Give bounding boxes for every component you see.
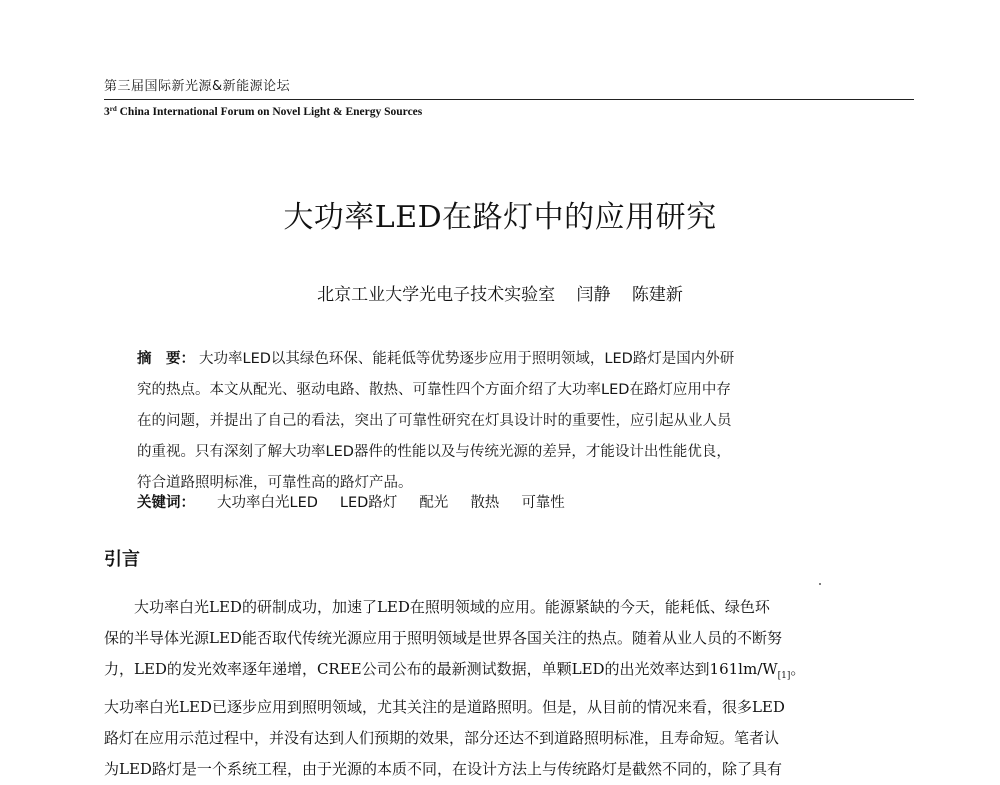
abstract-text: 大功率LED以其绿色环保、能耗低等优势逐步应用于照明领域，LED路灯是国内外研 xyxy=(199,351,735,367)
body-line: 路灯在应用示范过程中，并没有达到人们预期的效果，部分还达不到道路照明标准，且寿命短。笔者认 xyxy=(104,729,780,747)
running-header xyxy=(104,79,914,120)
keywords-label: 关键词： xyxy=(137,495,195,511)
body-paragraph xyxy=(104,592,914,785)
body-line xyxy=(104,654,914,692)
scan-speck xyxy=(819,583,821,585)
abstract-line xyxy=(137,344,875,375)
author-name: 闫静 xyxy=(576,285,611,305)
header-conference-en xyxy=(104,101,914,120)
header-rule xyxy=(104,99,914,100)
citation: [1] xyxy=(777,671,791,681)
header-en-text: China International Forum on Novel Light & Energy Sources xyxy=(116,106,423,118)
body-line-text: 力，LED的发光效率逐年递增，CREE公司公布的最新测试数据，单颗LED的出光效率达到161lm/W xyxy=(104,660,778,678)
body-line: 大功率白光LED已逐步应用到照明领域，尤其关注的是道路照明。但是，从目前的情况来看，很多LED xyxy=(104,698,785,716)
abstract-line: 在的问题，并提出了自己的看法，突出了可靠性研究在灯具设计时的重要性，应引起从业人员 xyxy=(137,413,732,429)
header-en-ordinal: 3 xyxy=(104,106,110,118)
paper-title: 大功率LED在路灯中的应用研究 xyxy=(283,200,717,235)
abstract-line: 符合道路照明标准，可靠性高的路灯产品。 xyxy=(137,475,413,491)
keyword: LED路灯 xyxy=(339,495,398,511)
abstract-label: 摘 要： xyxy=(137,351,195,367)
header-conference-cn: 第三届国际新光源&新能源论坛 xyxy=(104,79,291,94)
section-heading: 引言 xyxy=(104,549,140,570)
author-name: 陈建新 xyxy=(631,285,683,305)
keyword: 散热 xyxy=(470,495,500,511)
abstract xyxy=(137,344,875,499)
citation-tail: 。 xyxy=(790,660,806,678)
body-line: 为LED路灯是一个系统工程，由于光源的本质不同，在设计方法上与传统路灯是截然不同的，除了具有 xyxy=(104,760,782,778)
keyword: 大功率白光LED xyxy=(217,495,318,511)
body-line: 大功率白光LED的研制成功，加速了LED在照明领域的应用。能源紧缺的今天，能耗低、绿色环 xyxy=(134,598,770,616)
byline xyxy=(0,283,1000,307)
keyword: 配光 xyxy=(419,495,449,511)
keyword: 可靠性 xyxy=(521,495,565,511)
keywords xyxy=(137,488,565,519)
header-en-ordinal-suffix: rd xyxy=(109,105,117,113)
abstract-line: 的重视。只有深刻了解大功率LED器件的性能以及与传统光源的差异，才能设计出性能优良， xyxy=(137,444,731,460)
abstract-line: 究的热点。本文从配光、驱动电路、散热、可靠性四个方面介绍了大功率LED在路灯应用中存 xyxy=(137,382,731,398)
affiliation: 北京工业大学光电子技术实验室 xyxy=(317,285,556,305)
body-line: 保的半导体光源LED能否取代传统光源应用于照明领域是世界各国关注的热点。随着从业人员的不断努 xyxy=(104,629,782,647)
